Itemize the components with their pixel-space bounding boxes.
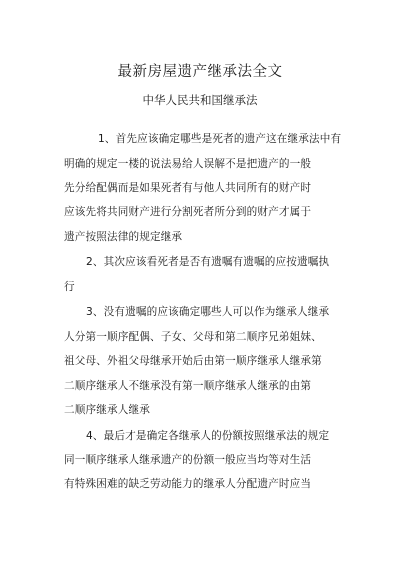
paragraph-1-line-1: 1、首先应该确定哪些是死者的遗产这在继承法中有 (98, 133, 342, 145)
paragraph-3-line-3: 祖父母、外祖父母继承开始后由第一顺序继承人继承第 (64, 355, 322, 367)
paragraph-1-line-3: 先分给配偶而是如果死者有与他人共同所有的财产时 (64, 182, 312, 194)
paragraph-4-line-2: 同一顺序继承人继承遗产的份额一般应当均等对生活 (64, 454, 312, 466)
paragraph-3-line-1: 3、没有遗嘱的应该确定哪些人可以作为继承人继承 (86, 306, 330, 318)
paragraph-3-line-2: 人分第一顺序配偶、子女、父母和第二顺序兄弟姐妹、 (64, 331, 322, 343)
paragraph-1-line-2: 明确的规定一楼的说法易给人误解不是把遗产的一般 (64, 158, 312, 170)
document-title: 最新房屋遗产继承法全文 (117, 64, 283, 80)
document-subtitle: 中华人民共和国继承法 (142, 93, 258, 107)
paragraph-3-line-5: 二顺序继承人继承 (64, 404, 150, 416)
paragraph-1-line-5: 遗产按照法律的规定继承 (64, 231, 183, 243)
paragraph-1-line-4: 应该先将共同财产进行分割死者所分到的财产才属于 (64, 206, 312, 218)
paragraph-2-line-2: 行 (64, 281, 75, 293)
paragraph-2-line-1: 2、其次应该看死者是否有遗嘱有遗嘱的应按遗嘱执 (86, 256, 330, 268)
paragraph-4-line-1: 4、最后才是确定各继承人的份额按照继承法的规定 (86, 430, 330, 442)
paragraph-3-line-4: 二顺序继承人不继承没有第一顺序继承人继承的由第 (64, 380, 312, 392)
paragraph-4-line-3: 有特殊困难的缺乏劳动能力的继承人分配遗产时应当 (64, 478, 312, 490)
